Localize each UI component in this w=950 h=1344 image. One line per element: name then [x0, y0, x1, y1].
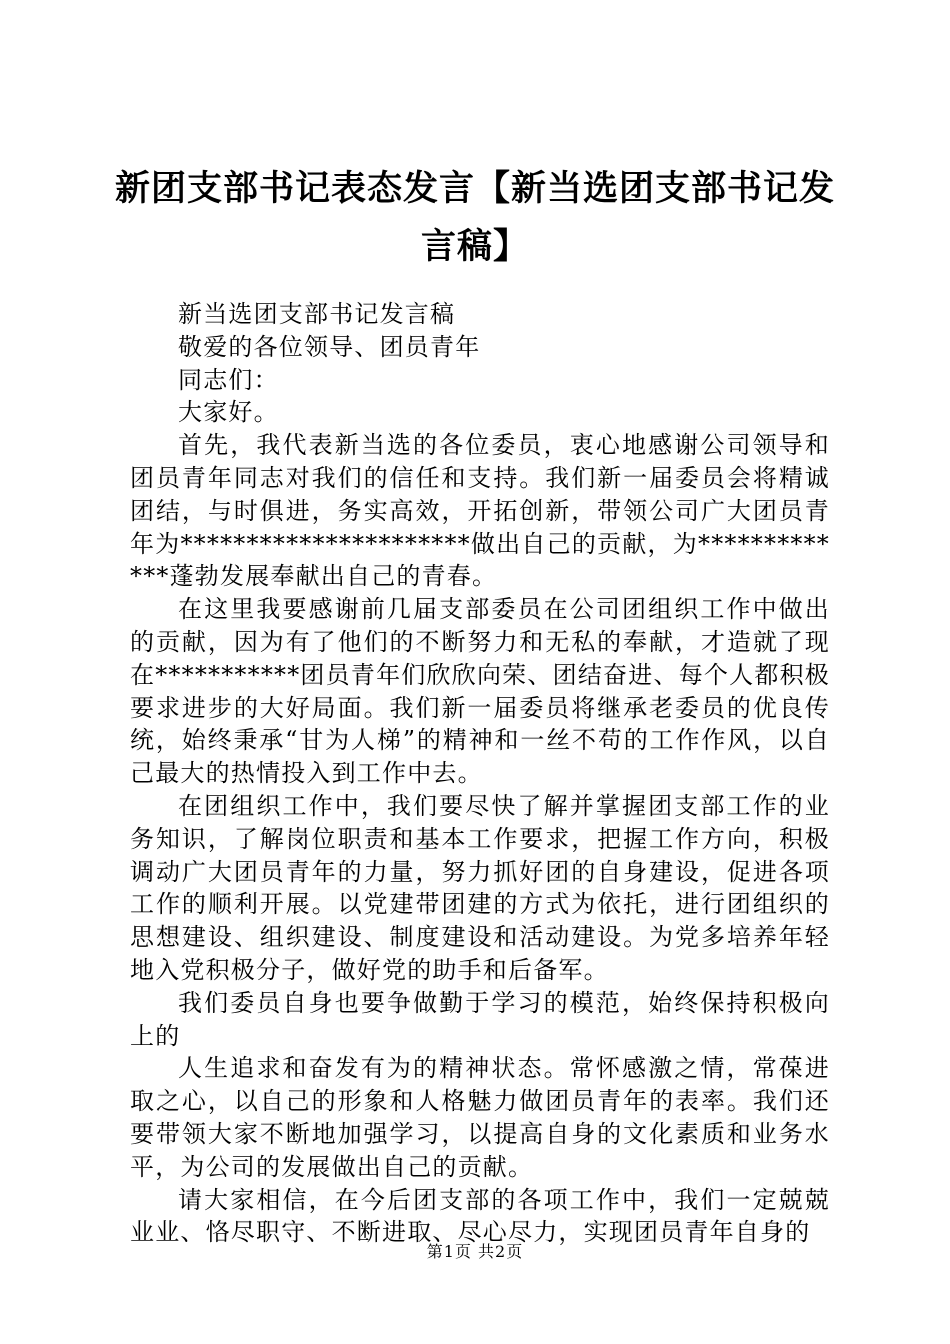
page-footer: 第1页 共2页: [426, 1242, 524, 1261]
paragraph: 人生追求和奋发有为的精神状态。常怀感激之情，常葆进取之心，以自己的形象和人格魅力做团员青年的表率。我们还要带领大家不断地加强学习，以提高自身的文化素质和业务水平，为公司的发展做出自己的贡献。: [130, 1054, 830, 1181]
paragraph: 在团组织工作中，我们要尽快了解并掌握团支部工作的业务知识，了解岗位职责和基本工作要求，把握工作方向，积极调动广大团员青年的力量，努力抓好团的自身建设，促进各项工作的顺利开展。以党建带团建的方式为依托，进行团组织的思想建设、组织建设、制度建设和活动建设。为党多培养年轻地入党积极分子，做好党的助手和后备军。: [130, 791, 830, 984]
paragraph: 首先，我代表新当选的各位委员，衷心地感谢公司领导和团员青年同志对我们的信任和支持。我们新一届委员会将精诚团结，与时俱进，务实高效，开拓创新，带领公司广大团员青年为**********************做出自己的贡献，为*************蓬勃发展奉献出自己的青春。: [130, 431, 830, 591]
paragraph: 我们委员自身也要争做勤于学习的模范，始终保持积极向上的: [130, 988, 830, 1050]
paragraph: 同志们：: [178, 365, 279, 394]
paragraph: 大家好。: [178, 398, 279, 427]
paragraph: 请大家相信，在今后团支部的各项工作中，我们一定兢兢业业、恪尽职守、不断进取、尽心尽力，实现团员青年自身的: [130, 1185, 830, 1247]
paragraph: 新当选团支部书记发言稿: [178, 300, 456, 328]
document-title: 新团支部书记表态发言【新当选团支部书记发言稿】: [114, 169, 835, 267]
paragraph: 在这里我要感谢前几届支部委员在公司团组织工作中做出的贡献，因为有了他们的不断努力和无私的奉献，才造就了现在***********团员青年们欣欣向荣、团结奋进、每个人都积极要求进步的大好局面。我们新一届委员将继承老委员的优良传统，始终秉承“甘为人梯”的精神和一丝不苟的工作作风，以自己最大的热情投入到工作中去。: [130, 595, 830, 788]
paragraph: 敬爱的各位领导、团员青年: [178, 332, 481, 361]
document-body: [130, 298, 830, 1249]
